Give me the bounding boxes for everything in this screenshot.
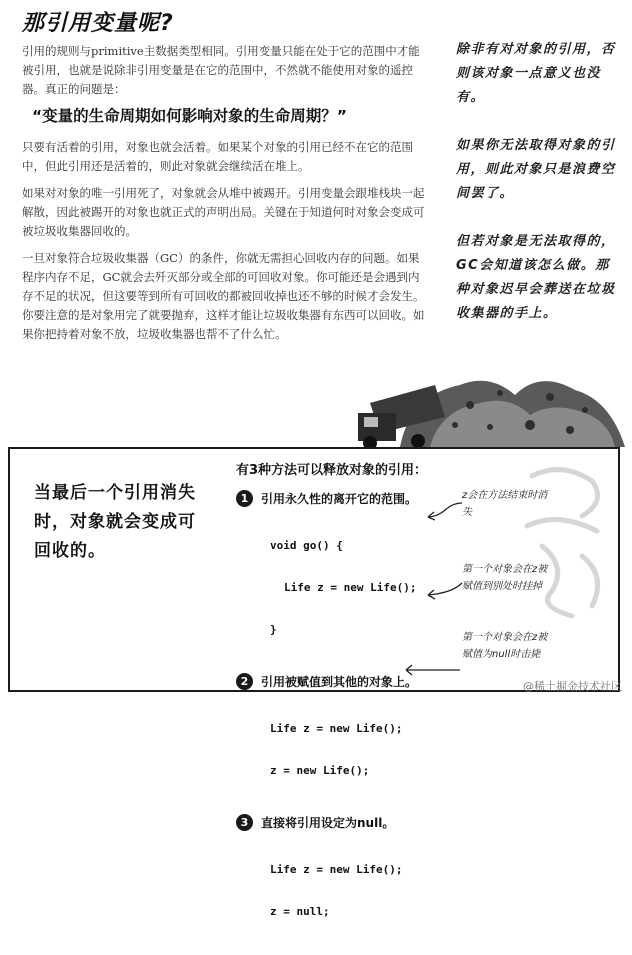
code-line: Life z = new Life(); [270,722,403,735]
method-item-3 [236,814,506,947]
code-line: Life z = new Life(); [270,863,403,876]
annotation-method-3: 第一个对象会在z被赋值为null时击毙 [462,632,548,660]
sidebar-note-3: 但若对象是无法取得的，GC会知道该怎么做。那种对象迟早会葬送在垃圾收集器的手上。 [456,234,616,321]
method-number-1: 1 [236,490,253,507]
garbage-truck-illustration [340,355,630,450]
paragraph-reference-dies: 如果对对象的唯一引用死了，对象就会从堆中被踢开。引用变量会跟堆栈块一起解散，因此被踢开的对象也就正式的声明出局。关键在于知道何时对象会变成可被垃圾收集器回收的。 [22,186,425,238]
annotation-method-2: 第一个对象会在z被赋值到别处时挂掉 [462,564,548,592]
code-block-2 [270,694,506,806]
method-label-2: 引用被赋值到其他的对象上。 [261,675,418,689]
annotation-arrow-icon [400,661,464,679]
page-title: 那引用变量呢? [22,11,174,36]
code-line: void go() { [270,539,343,552]
watermark: @稀土掘金技术社区 [523,680,622,693]
annotation-method-1: z会在方法结束时消失 [462,490,548,518]
code-line: z = null; [270,905,330,918]
annotation-arrow-icon [422,579,466,603]
method-label-1: 引用永久性的离开它的范围。 [261,492,418,506]
annotation-arrow-icon [422,499,466,523]
paragraph-alive-reference: 只要有活着的引用，对象也就会活着。如果某个对象的引用已经不在它的范围中，但此引用还是活着的，则此对象就会继续活在堆上。 [22,140,413,173]
methods-title: 有3种方法可以释放对象的引用： [236,463,428,478]
box-summary: 当最后一个引用消失时，对象就会变成可回收的。 [34,483,196,561]
paragraph-intro: 引用的规则与primitive主数据类型相同。引用变量只能在处于它的范围中才能被引用，也就是说除非引用变量是在它的范围中，不然就不能使用对象的遥控器。真正的问题是： [22,44,420,96]
faded-seal-stamp [512,456,616,626]
code-line: Life z = new Life(); [284,581,417,594]
code-line: } [270,623,277,636]
method-number-2: 2 [236,673,253,690]
method-label-3: 直接将引用设定为null。 [261,816,395,830]
main-body [22,42,426,352]
paragraph-gc: 一旦对象符合垃圾收集器（GC）的条件，你就无需担心回收内存的问题。如果程序内存不足，GC就会去歼灭部分或全部的可回收对象。你可能还是会遇到内存不足的状况，但这要等到所有可回收的都被回收掉也还不够的时候才会发生。你要注意的是对象用完了就要抛弃，这样才能让垃圾收集器有东西可以回收。如果你把持着对象不放，垃圾收集器也帮不了什么忙。 [22,251,425,341]
sidebar-note-2: 如果你无法取得对象的引用，则此对象只是浪费空间罢了。 [456,138,616,201]
method-item-2 [236,673,506,806]
code-line: z = new Life(); [270,764,370,777]
methods-list [236,459,506,955]
handwritten-sidebar [456,38,624,350]
method-number-3: 3 [236,814,253,831]
code-block-3 [270,835,506,947]
sidebar-note-1: 除非有对对象的引用，否则该对象一点意义也没有。 [456,42,616,105]
key-question: “变量的生命周期如何影响对象的生命周期？” [32,107,347,125]
